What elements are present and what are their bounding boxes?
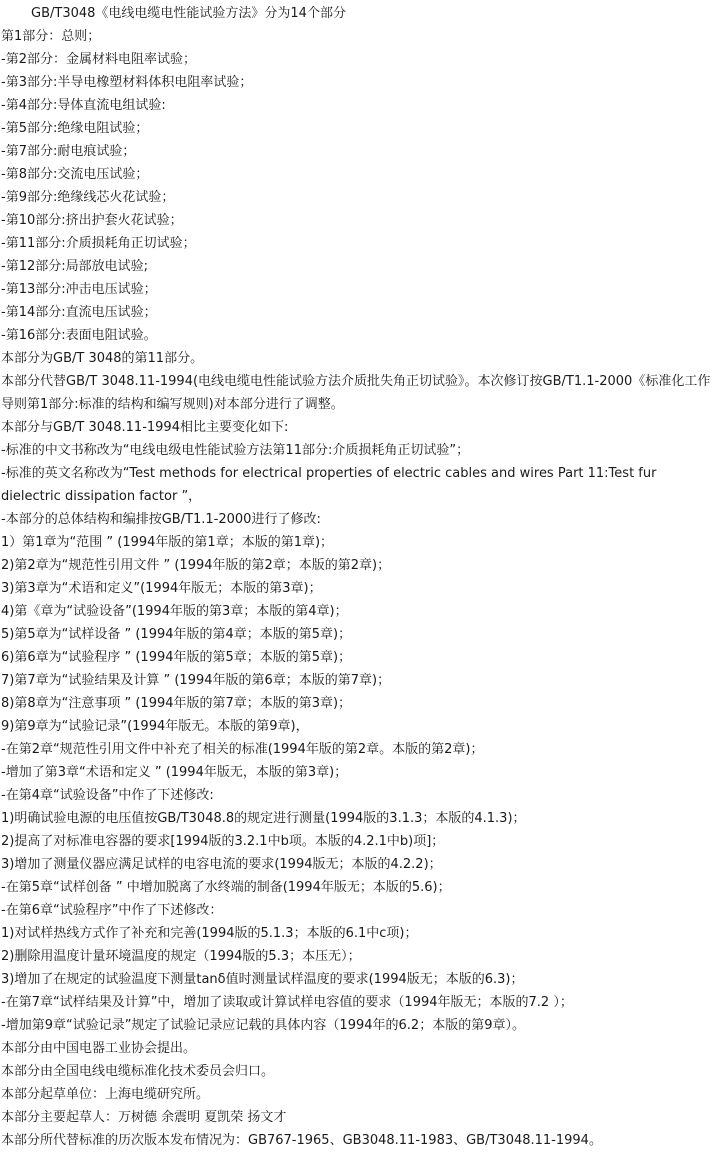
chapter-item: 8)第8章为“注意事项 ” (1994年版的第7章；本版的第3章)； — [1, 696, 352, 711]
chapter-item: 6)第6章为“试验程序 ” (1994年版的第5章；本版的第5章)； — [1, 650, 352, 665]
part-list-item: -第13部分:冲击电压试验； — [1, 282, 157, 297]
sub-change-item: 3)增加了在规定的试验温度下测量tanδ值时测量试样温度的要求(1994版无；本版的6.3)； — [1, 972, 524, 987]
change-item: -标准的英文名称改为“Test methods for electrical properties of electric cables and wires Part 11:Test fur dielectric dissipation factor ”， — [1, 466, 657, 504]
part-list-item: -第2部分：金属材料电阻率试验； — [1, 52, 196, 67]
part-list-item: -第12部分:局部放电试验; — [1, 259, 148, 274]
chapter-item: 2)第2章为“规范性引用文件 ” (1994年版的第2章；本版的第2章)； — [1, 558, 391, 573]
chapter-item: 9)第9章为“试验记录”(1994年版无。本版的第9章)， — [1, 719, 309, 734]
sub-change-item: 1)明确试验电源的电压值按GB/T3048.8的规定进行测量(1994版的3.1.3；本版的4.1.3)； — [1, 811, 526, 826]
paragraph: 本部分主要起草人：万树德 余震明 夏凯荣 扬文才 — [1, 1110, 287, 1125]
part-list-item: -第9部分:绝缘线芯火花试验； — [1, 190, 175, 205]
change-item: -在第6章“试验程序”中作了下述修改： — [1, 903, 223, 918]
paragraph: 本部分代替GB/T 3048.11-1994(电线电缆电性能试验方法介质批失角正切试验》。本次修订按GB/T1.1-2000《标准化工作导则第1部分:标准的结构和编写规则)对本部分进行了调整。 — [1, 374, 711, 412]
part-list-item: -第5部分:绝缘电阻试验； — [1, 121, 149, 136]
change-item: -本部分的总体结构和编排按GB/T1.1-2000进行了修改: — [1, 512, 321, 527]
paragraph: 本部分为GB/T 3048的第11部分。 — [1, 351, 204, 366]
part-list-item: -第10部分:挤出护套火花试验； — [1, 213, 183, 228]
change-item: -标准的中文书称改为“电线电级电性能试验方法第11部分:介质损耗角正切试验”； — [1, 443, 470, 458]
document-title: GB/T3048《电线电缆电性能试验方法》分为14个部分 — [31, 6, 346, 21]
part-list-item: -第7部分:耐电痕试验； — [1, 144, 136, 159]
paragraph: 本部分由全国电线电缆标准化技术委员会归口。 — [1, 1064, 275, 1079]
sub-change-item: 3)增加了测量仪器应满足试样的电容电流的要求(1994版无；本版的4.2.2)； — [1, 857, 442, 872]
change-item: -增加第9章“试验记录”规定了试验记录应记载的具体内容（1994年的6.2；本版的第9章）。 — [1, 1018, 525, 1033]
part-list-item: -第4部分:导体直流电组试验: — [1, 98, 166, 113]
chapter-item: 7)第7章为“试验结果及计算 ” (1994年版的第6章；本版的第7章)； — [1, 673, 391, 688]
part-list-item: -第14部分:直流电压试验； — [1, 305, 157, 320]
sub-change-item: 2)提高了对标准电容器的要求[1994版的3.2.1中b项。本版的4.2.1中b)项]； — [1, 834, 445, 849]
part-list-item: 第1部分：总则； — [1, 29, 101, 44]
part-list-item: -第3部分:半导电橡塑材料体积电阻率试验； — [1, 75, 253, 90]
chapter-item: 3)第3章为“术语和定义”(1994年版无；本版的第3章)； — [1, 581, 322, 596]
chapter-item: 1）第1章为“范围 ” (1994年版的第1章；本版的第1章)； — [1, 535, 334, 550]
sub-change-item: 2)删除用温度计量环境温度的规定（1994版的5.3；本压无）； — [1, 949, 361, 964]
paragraph: 本部分由中国电器工业协会提出。 — [1, 1041, 197, 1056]
change-item: -在第5章“试样创备 ” 中增加脱离了水终端的制备(1994年版无；本版的5.6)； — [1, 880, 451, 895]
change-item: -增加了第3章“术语和定义 ” (1994年版无，本版的第3章)； — [1, 765, 348, 780]
paragraph: 本部分所代替标准的历次版本发布情况为：GB767-1965、GB3048.11-1983、GB/T3048.11-1994。 — [1, 1133, 602, 1148]
paragraph: 本部分起草单位：上海电缆研究所。 — [1, 1087, 210, 1102]
chapter-item: 4)第《章为“试验设备”(1994年版的第3章；本版的第4章)； — [1, 604, 348, 619]
paragraph: 本部分与GB/T 3048.11-1994相比主要变化如下: — [1, 420, 289, 435]
chapter-item: 5)第5章为“试样设备 ” (1994年版的第4章；本版的第5章)； — [1, 627, 352, 642]
part-list-item: -第8部分:交流电压试验； — [1, 167, 149, 182]
part-list-item: -第11部分:介质损耗角正切试验； — [1, 236, 196, 251]
change-item: -在第2章“规范性引用文件中补充了相关的标准(1994年版的第2章。本版的第2章)； — [1, 742, 484, 757]
change-item: -在第7章“试样结果及计算”中，增加了读取或计算试样电容值的要求（1994年版无；本版的7.2 ）； — [1, 995, 573, 1010]
change-item: -在第4章“试验设备”中作了下述修改: — [1, 788, 214, 803]
part-list-item: -第16部分:表面电阻试验。 — [1, 328, 157, 343]
sub-change-item: 1)对试样热线方式作了补充和完善(1994版的5.1.3；本版的6.1中c项)； — [1, 926, 418, 941]
